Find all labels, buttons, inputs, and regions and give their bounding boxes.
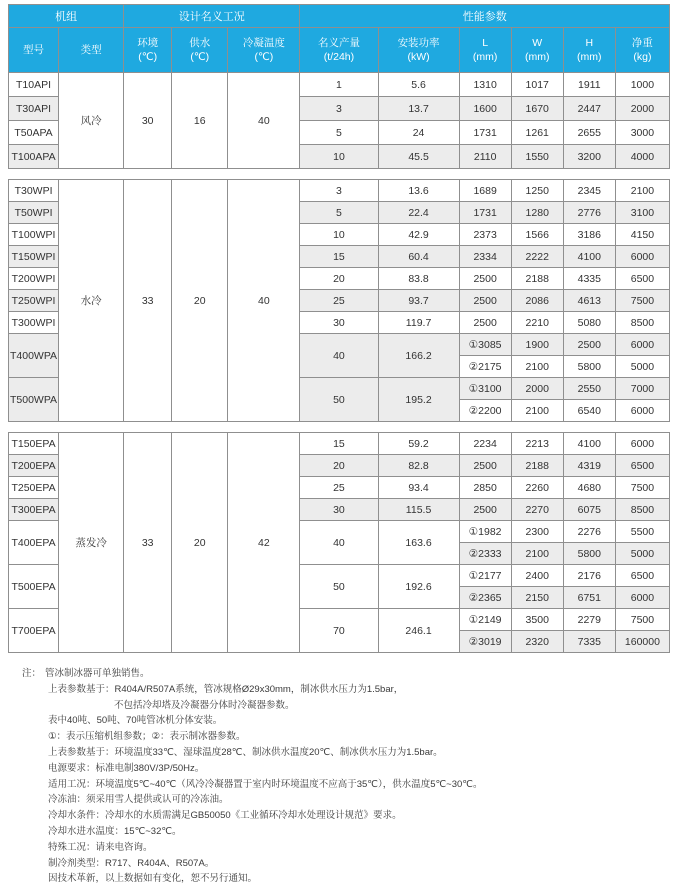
header-group-row bbox=[9, 5, 670, 28]
cell-weight: 6000 bbox=[615, 246, 669, 268]
cell-length: ①3100 bbox=[459, 378, 511, 400]
cell-width: 2100 bbox=[511, 356, 563, 378]
cell-capacity: 1 bbox=[300, 73, 378, 97]
group-header-design-conditions: 设计名义工况 bbox=[124, 5, 300, 28]
note-line: 表中40吨、50吨、70吨管冰机分体安装。 bbox=[48, 715, 223, 727]
cell-type: 蒸发冷 bbox=[59, 433, 124, 653]
cell-capacity: 15 bbox=[300, 433, 378, 455]
cell-capacity: 15 bbox=[300, 246, 378, 268]
cell-condensing: 40 bbox=[228, 73, 300, 169]
cell-model: T10API bbox=[9, 73, 59, 97]
cell-length: ②2175 bbox=[459, 356, 511, 378]
cell-width: 1250 bbox=[511, 180, 563, 202]
cell-power: 83.8 bbox=[378, 268, 459, 290]
cell-capacity: 3 bbox=[300, 97, 378, 121]
cell-capacity: 40 bbox=[300, 334, 378, 378]
cell-length: ①1982 bbox=[459, 521, 511, 543]
cell-height: 2550 bbox=[563, 378, 615, 400]
cell-height: 1911 bbox=[563, 73, 615, 97]
cell-width: 2086 bbox=[511, 290, 563, 312]
cell-height: 4100 bbox=[563, 246, 615, 268]
cell-length: ①3085 bbox=[459, 334, 511, 356]
cell-weight: 4000 bbox=[615, 145, 669, 169]
note-line: 冷冻油：须采用雪人提供或认可的冷冻油。 bbox=[48, 794, 229, 806]
cell-power: 22.4 bbox=[378, 202, 459, 224]
note-line: 电源要求：标准电制380V/3P/50Hz。 bbox=[48, 762, 205, 774]
cell-capacity: 50 bbox=[300, 565, 378, 609]
cell-width: 1261 bbox=[511, 121, 563, 145]
cell-model: T300EPA bbox=[9, 499, 59, 521]
cell-height: 3200 bbox=[563, 145, 615, 169]
cell-height: 2447 bbox=[563, 97, 615, 121]
cell-length: ①2177 bbox=[459, 565, 511, 587]
cell-width: 2188 bbox=[511, 455, 563, 477]
cell-capacity: 10 bbox=[300, 224, 378, 246]
cell-width: 2270 bbox=[511, 499, 563, 521]
cell-capacity: 5 bbox=[300, 202, 378, 224]
cell-weight: 3000 bbox=[615, 121, 669, 145]
table-row bbox=[9, 433, 670, 455]
cell-model: T100WPI bbox=[9, 224, 59, 246]
cell-height: 4680 bbox=[563, 477, 615, 499]
cell-model: T200WPI bbox=[9, 268, 59, 290]
cell-model: T150EPA bbox=[9, 433, 59, 455]
table-row bbox=[9, 73, 670, 97]
note-line: 冷却水条件：冷却水的水质需满足GB50050《工业循环冷却水处理设计规范》要求。 bbox=[48, 810, 402, 822]
cell-height: 4319 bbox=[563, 455, 615, 477]
group-header-performance: 性能参数 bbox=[300, 5, 670, 28]
cell-weight: 5000 bbox=[615, 543, 669, 565]
cell-capacity: 10 bbox=[300, 145, 378, 169]
cell-condensing: 42 bbox=[228, 433, 300, 653]
cell-length: 2850 bbox=[459, 477, 511, 499]
cell-capacity: 30 bbox=[300, 312, 378, 334]
cell-length: 1731 bbox=[459, 202, 511, 224]
group-header-unit: 机组 bbox=[9, 5, 124, 28]
cell-length: 2500 bbox=[459, 499, 511, 521]
cell-length: 1600 bbox=[459, 97, 511, 121]
cell-model: T500EPA bbox=[9, 565, 59, 609]
cell-length: 2334 bbox=[459, 246, 511, 268]
cell-power: 13.7 bbox=[378, 97, 459, 121]
cell-power: 5.6 bbox=[378, 73, 459, 97]
cell-weight: 6500 bbox=[615, 268, 669, 290]
cell-weight: 5500 bbox=[615, 521, 669, 543]
cell-width: 2100 bbox=[511, 543, 563, 565]
cell-width: 2210 bbox=[511, 312, 563, 334]
cell-power: 192.6 bbox=[378, 565, 459, 609]
cell-length: ②2333 bbox=[459, 543, 511, 565]
col-header-type: 类型 bbox=[59, 28, 124, 73]
cell-height: 5800 bbox=[563, 543, 615, 565]
cell-power: 246.1 bbox=[378, 609, 459, 653]
spec-table-evaporative-cooled bbox=[8, 432, 670, 653]
cell-height: 5080 bbox=[563, 312, 615, 334]
cell-weight: 2000 bbox=[615, 97, 669, 121]
table-row bbox=[9, 180, 670, 202]
cell-ambient: 30 bbox=[124, 73, 172, 169]
cell-width: 2213 bbox=[511, 433, 563, 455]
cell-weight: 2100 bbox=[615, 180, 669, 202]
cell-weight: 6000 bbox=[615, 433, 669, 455]
col-header-height: H (mm) bbox=[563, 28, 615, 73]
cell-type: 水冷 bbox=[59, 180, 124, 422]
col-header-supply-water: 供水 (℃) bbox=[172, 28, 228, 73]
spec-table-water-cooled bbox=[8, 179, 670, 422]
cell-width: 2222 bbox=[511, 246, 563, 268]
cell-width: 2400 bbox=[511, 565, 563, 587]
cell-width: 2300 bbox=[511, 521, 563, 543]
cell-length: 2500 bbox=[459, 312, 511, 334]
cell-length: ②3019 bbox=[459, 631, 511, 653]
cell-model: T150WPI bbox=[9, 246, 59, 268]
cell-capacity: 5 bbox=[300, 121, 378, 145]
cell-weight: 160000 bbox=[615, 631, 669, 653]
cell-height: 6075 bbox=[563, 499, 615, 521]
cell-height: 7335 bbox=[563, 631, 615, 653]
cell-height: 3186 bbox=[563, 224, 615, 246]
cell-power: 45.5 bbox=[378, 145, 459, 169]
cell-width: 2188 bbox=[511, 268, 563, 290]
spec-table-air-cooled bbox=[8, 4, 670, 169]
cell-height: 6751 bbox=[563, 587, 615, 609]
cell-power: 166.2 bbox=[378, 334, 459, 378]
cell-height: 2500 bbox=[563, 334, 615, 356]
cell-power: 119.7 bbox=[378, 312, 459, 334]
note-line: ①：表示压缩机组参数；②：表示制冰器参数。 bbox=[48, 731, 246, 743]
cell-power: 163.6 bbox=[378, 521, 459, 565]
cell-ambient: 33 bbox=[124, 180, 172, 422]
cell-weight: 8500 bbox=[615, 312, 669, 334]
cell-model: T30API bbox=[9, 97, 59, 121]
cell-weight: 6000 bbox=[615, 334, 669, 356]
cell-width: 2000 bbox=[511, 378, 563, 400]
cell-capacity: 70 bbox=[300, 609, 378, 653]
cell-weight: 8500 bbox=[615, 499, 669, 521]
note-line: 特殊工况：请来电咨询。 bbox=[48, 841, 153, 853]
cell-height: 2276 bbox=[563, 521, 615, 543]
cell-model: T200EPA bbox=[9, 455, 59, 477]
cell-length: 2234 bbox=[459, 433, 511, 455]
cell-model: T400EPA bbox=[9, 521, 59, 565]
footnotes bbox=[8, 666, 670, 887]
cell-length: 1731 bbox=[459, 121, 511, 145]
note-prefix: 注： bbox=[22, 668, 42, 679]
cell-length: ②2365 bbox=[459, 587, 511, 609]
cell-height: 2345 bbox=[563, 180, 615, 202]
note-text: 管冰制冰器可单独销售。 bbox=[45, 668, 150, 679]
note-line: 适用工况：环境温度5℃~40℃（风冷冷凝器置于室内时环境温度不应高于35℃），供水温度5℃~30℃。 bbox=[48, 778, 483, 790]
cell-width: 2260 bbox=[511, 477, 563, 499]
cell-weight: 4150 bbox=[615, 224, 669, 246]
cell-model: T100APA bbox=[9, 145, 59, 169]
cell-length: 2373 bbox=[459, 224, 511, 246]
cell-weight: 3100 bbox=[615, 202, 669, 224]
col-header-length: L (mm) bbox=[459, 28, 511, 73]
cell-length: ①2149 bbox=[459, 609, 511, 631]
cell-power: 115.5 bbox=[378, 499, 459, 521]
cell-height: 4613 bbox=[563, 290, 615, 312]
cell-capacity: 3 bbox=[300, 180, 378, 202]
cell-power: 195.2 bbox=[378, 378, 459, 422]
cell-width: 1670 bbox=[511, 97, 563, 121]
cell-power: 42.9 bbox=[378, 224, 459, 246]
note-line: 上表参数基于：R404A/R507A系统，管冰规格Ø29x30mm，制冰供水压力为1.5bar， bbox=[48, 683, 404, 695]
note-line: 上表参数基于：环境温度33℃、湿球温度28℃、制冰供水温度20℃、制冰供水压力为1.5bar。 bbox=[48, 746, 443, 758]
col-header-condensing-temp: 冷凝温度 (℃) bbox=[228, 28, 300, 73]
cell-weight: 6500 bbox=[615, 455, 669, 477]
cell-weight: 1000 bbox=[615, 73, 669, 97]
cell-height: 2655 bbox=[563, 121, 615, 145]
cell-power: 93.4 bbox=[378, 477, 459, 499]
col-header-ambient: 环境 (℃) bbox=[124, 28, 172, 73]
cell-width: 2320 bbox=[511, 631, 563, 653]
cell-model: T700EPA bbox=[9, 609, 59, 653]
cell-weight: 7500 bbox=[615, 609, 669, 631]
cell-capacity: 25 bbox=[300, 477, 378, 499]
note-line: 不包括冷却塔及冷凝器分体时冷凝器参数。 bbox=[114, 699, 295, 711]
cell-width: 1566 bbox=[511, 224, 563, 246]
cell-width: 1017 bbox=[511, 73, 563, 97]
cell-weight: 6000 bbox=[615, 400, 669, 422]
cell-capacity: 20 bbox=[300, 268, 378, 290]
cell-power: 93.7 bbox=[378, 290, 459, 312]
col-header-net-weight: 净重 (kg) bbox=[615, 28, 669, 73]
cell-width: 1550 bbox=[511, 145, 563, 169]
cell-weight: 7000 bbox=[615, 378, 669, 400]
cell-length: 1310 bbox=[459, 73, 511, 97]
cell-model: T30WPI bbox=[9, 180, 59, 202]
cell-power: 13.6 bbox=[378, 180, 459, 202]
cell-capacity: 50 bbox=[300, 378, 378, 422]
cell-capacity: 30 bbox=[300, 499, 378, 521]
cell-power: 60.4 bbox=[378, 246, 459, 268]
cell-height: 4100 bbox=[563, 433, 615, 455]
cell-supply: 20 bbox=[172, 180, 228, 422]
cell-width: 3500 bbox=[511, 609, 563, 631]
cell-model: T250WPI bbox=[9, 290, 59, 312]
cell-length: 2500 bbox=[459, 290, 511, 312]
cell-model: T50WPI bbox=[9, 202, 59, 224]
col-header-nominal-capacity: 名义产量 (t/24h) bbox=[300, 28, 378, 73]
cell-height: 4335 bbox=[563, 268, 615, 290]
cell-width: 1900 bbox=[511, 334, 563, 356]
cell-capacity: 25 bbox=[300, 290, 378, 312]
cell-length: 2500 bbox=[459, 455, 511, 477]
note-line: 制冷剂类型：R717、R404A、R507A。 bbox=[48, 857, 215, 869]
cell-model: T50APA bbox=[9, 121, 59, 145]
cell-weight: 5000 bbox=[615, 356, 669, 378]
cell-weight: 7500 bbox=[615, 477, 669, 499]
col-header-model: 型号 bbox=[9, 28, 59, 73]
cell-capacity: 40 bbox=[300, 521, 378, 565]
cell-length: 2110 bbox=[459, 145, 511, 169]
spec-table-header bbox=[9, 5, 670, 73]
cell-height: 2176 bbox=[563, 565, 615, 587]
col-header-width: W (mm) bbox=[511, 28, 563, 73]
cell-width: 1280 bbox=[511, 202, 563, 224]
note-line: 冷却水进水温度：15℃~32℃。 bbox=[48, 825, 182, 837]
cell-condensing: 40 bbox=[228, 180, 300, 422]
cell-capacity: 20 bbox=[300, 455, 378, 477]
cell-model: T250EPA bbox=[9, 477, 59, 499]
cell-height: 6540 bbox=[563, 400, 615, 422]
cell-power: 24 bbox=[378, 121, 459, 145]
cell-length: 1689 bbox=[459, 180, 511, 202]
cell-height: 2776 bbox=[563, 202, 615, 224]
cell-supply: 20 bbox=[172, 433, 228, 653]
cell-width: 2100 bbox=[511, 400, 563, 422]
cell-model: T300WPI bbox=[9, 312, 59, 334]
cell-power: 82.8 bbox=[378, 455, 459, 477]
note-line bbox=[22, 666, 670, 682]
cell-height: 2279 bbox=[563, 609, 615, 631]
cell-supply: 16 bbox=[172, 73, 228, 169]
cell-power: 59.2 bbox=[378, 433, 459, 455]
cell-width: 2150 bbox=[511, 587, 563, 609]
cell-weight: 6500 bbox=[615, 565, 669, 587]
cell-length: 2500 bbox=[459, 268, 511, 290]
cell-model: T400WPA bbox=[9, 334, 59, 378]
cell-height: 5800 bbox=[563, 356, 615, 378]
header-columns-row bbox=[9, 28, 670, 73]
col-header-installed-power: 安装功率 (kW) bbox=[378, 28, 459, 73]
cell-ambient: 33 bbox=[124, 433, 172, 653]
cell-length: ②2200 bbox=[459, 400, 511, 422]
cell-weight: 6000 bbox=[615, 587, 669, 609]
cell-type: 风冷 bbox=[59, 73, 124, 169]
cell-weight: 7500 bbox=[615, 290, 669, 312]
note-line: 因技术革新，以上数据如有变化，恕不另行通知。 bbox=[48, 873, 258, 885]
cell-model: T500WPA bbox=[9, 378, 59, 422]
